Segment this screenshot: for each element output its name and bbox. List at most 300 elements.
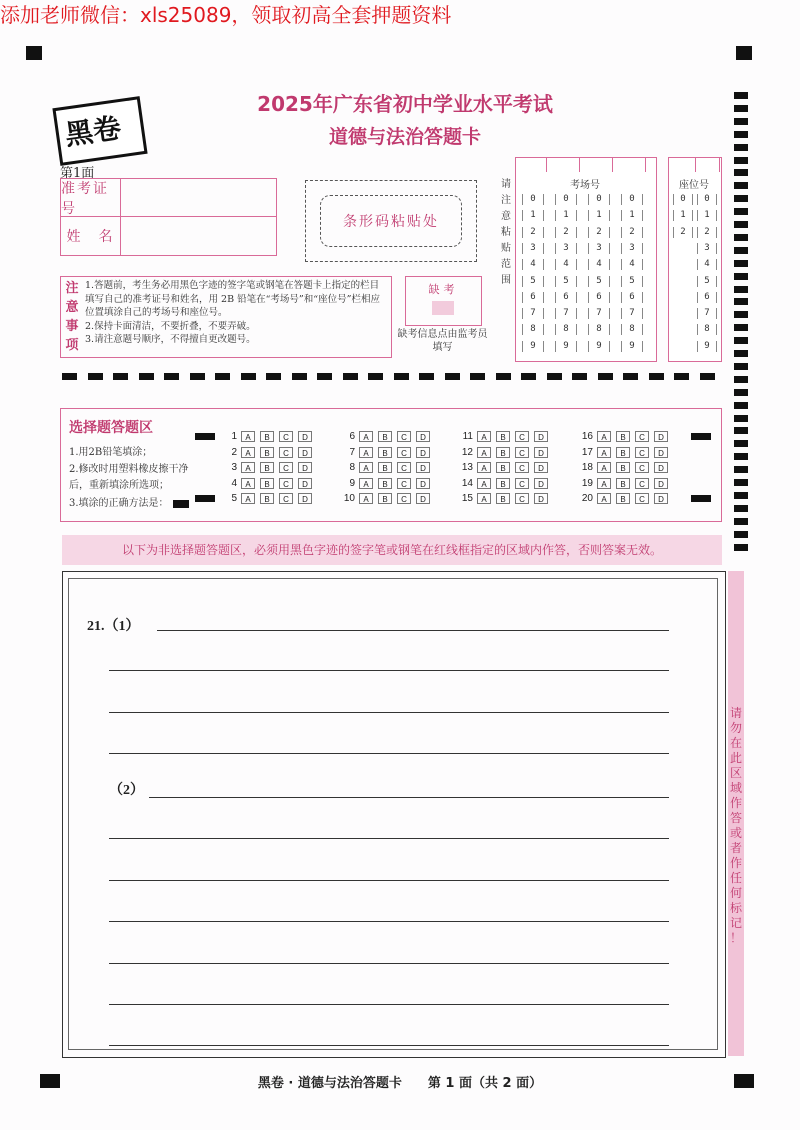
option-bubble-a[interactable]: A: [359, 478, 373, 489]
room-write-box[interactable]: [619, 158, 646, 172]
room-digit-bubble[interactable]: 1: [522, 210, 544, 221]
mcq-note: 3.填涂的正确方法是：: [69, 498, 169, 509]
room-digit-bubble[interactable]: 8: [588, 324, 610, 335]
dashed-separator: [62, 373, 722, 381]
timing-mark: [734, 169, 748, 176]
corner-marker-top-left: [26, 46, 42, 60]
option-bubble-b[interactable]: B: [378, 462, 392, 473]
option-bubble-c[interactable]: C: [279, 478, 293, 489]
option-bubble-b[interactable]: B: [496, 478, 510, 489]
room-digit-bubble[interactable]: 0: [621, 194, 643, 205]
option-bubble-c[interactable]: C: [279, 493, 293, 504]
notes-box: [60, 276, 392, 358]
note-item: 1.答题前，考生务必用黑色字迹的签字笔或钢笔在答题卡上指定的栏目填写自己的准考证号和姓名，用 2B 铅笔在“考场号”和“座位号”栏相应位置填涂自己的考场号和座位号。: [85, 280, 380, 318]
seat-digit-bubble[interactable]: 8: [697, 324, 717, 335]
timing-mark: [734, 466, 748, 473]
option-bubble-a[interactable]: A: [597, 462, 611, 473]
option-bubble-a[interactable]: A: [477, 462, 491, 473]
room-write-box[interactable]: [553, 158, 580, 172]
timing-mark: [734, 195, 748, 202]
option-bubble-a[interactable]: A: [597, 478, 611, 489]
option-bubble-b[interactable]: B: [260, 431, 274, 442]
option-bubble-a[interactable]: A: [597, 447, 611, 458]
option-bubble-d[interactable]: D: [654, 478, 668, 489]
option-bubble-c[interactable]: C: [397, 478, 411, 489]
dash-mark: [241, 373, 256, 380]
room-write-box[interactable]: [520, 158, 547, 172]
notes-heading: [63, 279, 81, 355]
dash-mark: [470, 373, 485, 380]
room-digit-bubble[interactable]: 0: [522, 194, 544, 205]
mcq-note: 2.修改时用塑料橡皮擦干净: [69, 464, 189, 475]
timing-mark: [734, 298, 748, 305]
page-footer: 黑卷 · 道德与法治答题卡 第 1 面（共 2 面）: [257, 1076, 543, 1091]
option-bubble-d[interactable]: D: [534, 447, 548, 458]
option-bubble-d[interactable]: D: [416, 493, 430, 504]
mcq-question: [221, 478, 331, 490]
mcq-note: 后，重新填涂所选项；: [69, 480, 169, 491]
hint-char: 请: [501, 179, 511, 190]
question-number: 18: [581, 462, 593, 473]
room-digit-bubble[interactable]: 7: [621, 308, 643, 319]
question-number: 13: [461, 462, 473, 473]
room-digit-bubble[interactable]: 6: [588, 292, 610, 303]
q21-sub2-label: （2）: [109, 783, 144, 798]
option-bubble-d[interactable]: D: [416, 462, 430, 473]
room-write-box[interactable]: [586, 158, 613, 172]
option-bubble-a[interactable]: A: [477, 431, 491, 442]
timing-mark: [734, 221, 748, 228]
mcq-question: [577, 478, 687, 490]
answer-line: [109, 838, 669, 839]
timing-mark: [734, 479, 748, 486]
option-bubble-a[interactable]: A: [359, 493, 373, 504]
room-digit-bubble[interactable]: 7: [555, 308, 577, 319]
corner-marker-top-right: [736, 46, 752, 60]
option-bubble-d[interactable]: D: [534, 462, 548, 473]
dash-mark: [343, 373, 358, 380]
room-digit-bubble[interactable]: 9: [555, 341, 577, 352]
dash-mark: [113, 373, 128, 380]
option-bubble-a[interactable]: A: [241, 431, 255, 442]
room-digit-bubble[interactable]: 1: [555, 210, 577, 221]
absent-bubble[interactable]: [432, 301, 454, 315]
mcq-question: [339, 462, 449, 474]
correct-fill-sample: [173, 500, 189, 508]
option-bubble-d[interactable]: D: [298, 431, 312, 442]
seat-digit-bubble[interactable]: 9: [697, 341, 717, 352]
hint-char: 贴: [501, 243, 511, 254]
side-char: 答: [729, 811, 742, 825]
notes-heading-char: 项: [65, 338, 79, 353]
side-char: 勿: [729, 721, 742, 735]
seat-digit-bubble[interactable]: 4: [697, 259, 717, 270]
absent-note: 缺考信息点由监考员填写: [397, 329, 488, 353]
answer-line: [109, 963, 669, 964]
exam-title: 2025年广东省初中学业水平考试: [257, 92, 553, 116]
option-bubble-b[interactable]: B: [378, 431, 392, 442]
mcq-timing-mark: [691, 433, 711, 440]
card-title: 道德与法治答题卡: [328, 126, 481, 148]
answer-line: [109, 1045, 669, 1046]
barcode-area: [305, 180, 477, 262]
dash-mark: [164, 373, 179, 380]
q21-label: 21.（1）: [87, 619, 140, 634]
mcq-question: [339, 478, 449, 490]
option-bubble-a[interactable]: A: [241, 462, 255, 473]
dash-mark: [700, 373, 715, 380]
mcq-question: [339, 431, 449, 443]
side-char: 在: [729, 736, 742, 750]
room-digit-bubble[interactable]: 7: [588, 308, 610, 319]
option-bubble-c[interactable]: C: [515, 447, 529, 458]
dash-mark: [317, 373, 332, 380]
hint-char: 范: [501, 259, 511, 270]
seat-digit-bubble[interactable]: 1: [697, 210, 717, 221]
timing-mark: [734, 389, 748, 396]
option-bubble-d[interactable]: D: [298, 462, 312, 473]
option-bubble-c[interactable]: C: [279, 447, 293, 458]
room-digit-bubble[interactable]: 5: [621, 276, 643, 287]
absent-box: [405, 276, 482, 326]
timing-mark: [734, 131, 748, 138]
option-bubble-b[interactable]: B: [616, 447, 630, 458]
side-char: 任: [729, 871, 742, 885]
room-digit-bubble[interactable]: 8: [522, 324, 544, 335]
option-bubble-d[interactable]: D: [416, 447, 430, 458]
note-item: 2.保持卡面清洁，不要折叠，不要弄破。: [85, 320, 256, 332]
question-number: 19: [581, 477, 593, 489]
fill-hint-vertical: [500, 178, 512, 290]
room-digit-bubble[interactable]: 5: [522, 276, 544, 287]
name-label: 姓 名: [61, 217, 121, 255]
timing-mark: [734, 260, 748, 267]
dash-mark: [445, 373, 460, 380]
hint-char: 粘: [501, 227, 511, 238]
mcq-question: [221, 447, 331, 459]
option-bubble-b[interactable]: B: [260, 478, 274, 489]
dash-mark: [88, 373, 103, 380]
mcq-question: [221, 462, 331, 474]
mcq-timing-mark: [195, 495, 215, 502]
option-bubble-c[interactable]: C: [515, 431, 529, 442]
option-bubble-b[interactable]: B: [616, 431, 630, 442]
room-digit-bubble[interactable]: 9: [522, 341, 544, 352]
side-char: 作: [729, 796, 742, 810]
dash-mark: [674, 373, 689, 380]
timing-mark: [734, 286, 748, 293]
room-digit-bubble[interactable]: 6: [555, 292, 577, 303]
face-label: 第1面: [60, 166, 95, 181]
option-bubble-d[interactable]: D: [298, 478, 312, 489]
option-bubble-d[interactable]: D: [298, 447, 312, 458]
promo-banner: 添加老师微信：xls25089，领取初高全套押题资料: [0, 3, 452, 27]
side-char: 者: [729, 841, 742, 855]
option-bubble-a[interactable]: A: [359, 431, 373, 442]
mcq-question: [457, 493, 567, 505]
option-bubble-c[interactable]: C: [279, 462, 293, 473]
option-bubble-b[interactable]: B: [496, 447, 510, 458]
answer-line: [109, 670, 669, 671]
option-bubble-b[interactable]: B: [616, 493, 630, 504]
option-bubble-c[interactable]: C: [515, 493, 529, 504]
room-digit-bubble[interactable]: 2: [522, 227, 544, 238]
option-bubble-a[interactable]: A: [241, 493, 255, 504]
mcq-timing-mark: [691, 495, 711, 502]
mcq-question: [457, 447, 567, 459]
question-number: 2: [231, 446, 237, 458]
answer-line: [157, 630, 669, 631]
dash-mark: [190, 373, 205, 380]
timing-mark: [734, 118, 748, 125]
option-bubble-c[interactable]: C: [515, 478, 529, 489]
seat-digit-bubble[interactable]: 6: [697, 292, 717, 303]
room-digit-bubble[interactable]: 6: [522, 292, 544, 303]
option-bubble-d[interactable]: D: [654, 447, 668, 458]
mcq-question: [339, 447, 449, 459]
notes-heading-char: 事: [65, 319, 79, 334]
room-digit-bubble[interactable]: 8: [555, 324, 577, 335]
room-digit-bubble[interactable]: 3: [555, 243, 577, 254]
hint-char: 围: [501, 275, 511, 286]
option-bubble-c[interactable]: C: [397, 447, 411, 458]
logo-stamp: [52, 96, 147, 166]
option-bubble-c[interactable]: C: [635, 431, 649, 442]
answer-area: [62, 571, 726, 1058]
option-bubble-a[interactable]: A: [241, 478, 255, 489]
option-bubble-b[interactable]: B: [260, 447, 274, 458]
timing-mark: [734, 415, 748, 422]
seat-digit-bubble[interactable]: 7: [697, 308, 717, 319]
logo-text: 黑卷: [62, 111, 124, 152]
barcode-label: 条形码粘贴处: [320, 195, 462, 247]
timing-mark: [734, 273, 748, 280]
dash-mark: [598, 373, 613, 380]
room-digit-bubble[interactable]: 8: [621, 324, 643, 335]
mcq-timing-mark: [195, 433, 215, 440]
answer-line: [109, 921, 669, 922]
option-bubble-b[interactable]: B: [260, 462, 274, 473]
side-char: ！: [729, 931, 742, 945]
side-char: 请: [729, 706, 742, 720]
question-number: 20: [581, 493, 593, 504]
hint-char: 意: [501, 211, 511, 222]
seat-digit-bubble[interactable]: 5: [697, 276, 717, 287]
option-bubble-a[interactable]: A: [477, 478, 491, 489]
timing-mark: [734, 376, 748, 383]
option-bubble-c[interactable]: C: [279, 431, 293, 442]
question-number: 4: [231, 477, 237, 489]
answer-line: [109, 712, 669, 713]
room-digit-bubble[interactable]: 5: [588, 276, 610, 287]
mcq-question: [577, 431, 687, 443]
timing-mark: [734, 505, 748, 512]
room-digit-bubble[interactable]: 3: [621, 243, 643, 254]
side-char: 或: [729, 826, 742, 840]
timing-mark: [734, 247, 748, 254]
timing-mark: [734, 208, 748, 215]
seat-digit-bubble[interactable]: 0: [697, 194, 717, 205]
room-digit-bubble[interactable]: 0: [588, 194, 610, 205]
absent-label: 缺考: [428, 283, 459, 296]
timing-mark: [734, 427, 748, 434]
answer-line: [149, 797, 669, 798]
option-bubble-a[interactable]: A: [597, 493, 611, 504]
dash-mark: [521, 373, 536, 380]
seat-digit-bubble[interactable]: 3: [697, 243, 717, 254]
option-bubble-c[interactable]: C: [397, 493, 411, 504]
answer-area-inner[interactable]: [68, 578, 718, 1050]
timing-mark: [734, 144, 748, 151]
timing-mark: [734, 324, 748, 331]
room-digit-bubble[interactable]: 9: [588, 341, 610, 352]
room-digit-bubble[interactable]: 6: [621, 292, 643, 303]
mcq-title: 选择题答题区: [69, 420, 153, 436]
option-bubble-d[interactable]: D: [534, 431, 548, 442]
question-number: 10: [343, 493, 355, 504]
seat-digit-bubble[interactable]: 2: [673, 227, 693, 238]
room-digit-bubble[interactable]: 2: [555, 227, 577, 238]
timing-mark: [734, 544, 748, 551]
option-bubble-d[interactable]: D: [654, 493, 668, 504]
exam-id-row: [61, 179, 276, 217]
room-digit-bubble[interactable]: 3: [588, 243, 610, 254]
option-bubble-d[interactable]: D: [654, 462, 668, 473]
option-bubble-b[interactable]: B: [378, 493, 392, 504]
question-number: 11: [462, 431, 473, 442]
question-number: 12: [461, 446, 473, 458]
room-digit-bubble[interactable]: 9: [621, 341, 643, 352]
notes-text: [85, 279, 387, 347]
room-digit-bubble[interactable]: 2: [621, 227, 643, 238]
option-bubble-a[interactable]: A: [477, 493, 491, 504]
option-bubble-b[interactable]: B: [616, 462, 630, 473]
option-bubble-a[interactable]: A: [477, 447, 491, 458]
option-bubble-d[interactable]: D: [534, 478, 548, 489]
mcq-question: [457, 462, 567, 474]
timing-mark: [734, 350, 748, 357]
question-number: 8: [349, 462, 355, 473]
timing-mark: [734, 337, 748, 344]
mcq-question: [221, 493, 331, 505]
seat-digit-bubble[interactable]: 2: [697, 227, 717, 238]
option-bubble-d[interactable]: D: [654, 431, 668, 442]
seat-write-box[interactable]: [673, 158, 696, 172]
timing-mark: [734, 234, 748, 241]
option-bubble-a[interactable]: A: [241, 447, 255, 458]
option-bubble-c[interactable]: C: [397, 462, 411, 473]
mcq-question: [577, 462, 687, 474]
option-bubble-b[interactable]: B: [260, 493, 274, 504]
option-bubble-c[interactable]: C: [515, 462, 529, 473]
question-number: 15: [461, 493, 473, 504]
name-row: [61, 217, 276, 255]
option-bubble-d[interactable]: D: [416, 478, 430, 489]
option-bubble-d[interactable]: D: [298, 493, 312, 504]
room-digit-bubble[interactable]: 7: [522, 308, 544, 319]
option-bubble-b[interactable]: B: [496, 462, 510, 473]
room-digit-bubble[interactable]: 0: [555, 194, 577, 205]
room-digit-bubble[interactable]: 1: [621, 210, 643, 221]
room-digit-bubble[interactable]: 2: [588, 227, 610, 238]
mcq-question: [577, 493, 687, 505]
timing-mark: [734, 492, 748, 499]
room-digit-bubble[interactable]: 4: [522, 259, 544, 270]
note-item: 3.请注意题号顺序，不得擅自更改题号。: [85, 334, 256, 345]
side-char: 记: [729, 916, 742, 930]
exam-id-field[interactable]: [123, 179, 276, 216]
side-char: 区: [729, 766, 742, 780]
option-bubble-d[interactable]: D: [534, 493, 548, 504]
seat-digit-bubble[interactable]: 1: [673, 210, 693, 221]
answer-line: [109, 880, 669, 881]
mcq-note: 1.用2B铅笔填涂；: [69, 447, 153, 458]
option-bubble-a[interactable]: A: [359, 447, 373, 458]
side-char: 此: [729, 751, 742, 765]
option-bubble-a[interactable]: A: [359, 462, 373, 473]
name-field[interactable]: [123, 217, 276, 255]
room-digit-bubble[interactable]: 4: [555, 259, 577, 270]
room-digit-bubble[interactable]: 5: [555, 276, 577, 287]
option-bubble-c[interactable]: C: [397, 431, 411, 442]
question-number: 1: [231, 431, 237, 442]
timing-mark: [734, 182, 748, 189]
timing-mark: [734, 311, 748, 318]
question-number: 16: [581, 431, 593, 442]
question-number: 14: [461, 477, 473, 489]
option-bubble-b[interactable]: B: [616, 478, 630, 489]
dash-mark: [649, 373, 664, 380]
notes-heading-char: 意: [65, 300, 79, 315]
option-bubble-a[interactable]: A: [597, 431, 611, 442]
timing-mark: [734, 157, 748, 164]
option-bubble-b[interactable]: B: [378, 478, 392, 489]
dash-mark: [496, 373, 511, 380]
dash-mark: [62, 373, 77, 380]
notes-heading-char: 注: [65, 281, 79, 296]
question-number: 7: [349, 446, 355, 458]
seat-digit-bubble[interactable]: 0: [673, 194, 693, 205]
option-bubble-c[interactable]: C: [635, 447, 649, 458]
room-digit-bubble[interactable]: 4: [621, 259, 643, 270]
room-digit-bubble[interactable]: 4: [588, 259, 610, 270]
room-header: 考场号: [570, 180, 600, 191]
dash-mark: [419, 373, 434, 380]
option-bubble-b[interactable]: B: [496, 431, 510, 442]
side-char: 标: [729, 901, 742, 915]
seat-write-box[interactable]: [697, 158, 720, 172]
option-bubble-c[interactable]: C: [635, 493, 649, 504]
mcq-question: [457, 431, 567, 443]
option-bubble-d[interactable]: D: [416, 431, 430, 442]
option-bubble-b[interactable]: B: [496, 493, 510, 504]
option-bubble-c[interactable]: C: [635, 478, 649, 489]
option-bubble-c[interactable]: C: [635, 462, 649, 473]
answer-line: [109, 753, 669, 754]
question-number: 5: [231, 493, 237, 504]
side-char: 何: [729, 886, 742, 900]
candidate-info-box: [60, 178, 277, 256]
dash-mark: [623, 373, 638, 380]
timing-mark: [734, 363, 748, 370]
room-digit-bubble[interactable]: 1: [588, 210, 610, 221]
hint-char: 注: [501, 195, 511, 206]
dash-mark: [139, 373, 154, 380]
timing-mark: [734, 531, 748, 538]
room-digit-bubble[interactable]: 3: [522, 243, 544, 254]
timing-mark: [734, 105, 748, 112]
option-bubble-b[interactable]: B: [378, 447, 392, 458]
